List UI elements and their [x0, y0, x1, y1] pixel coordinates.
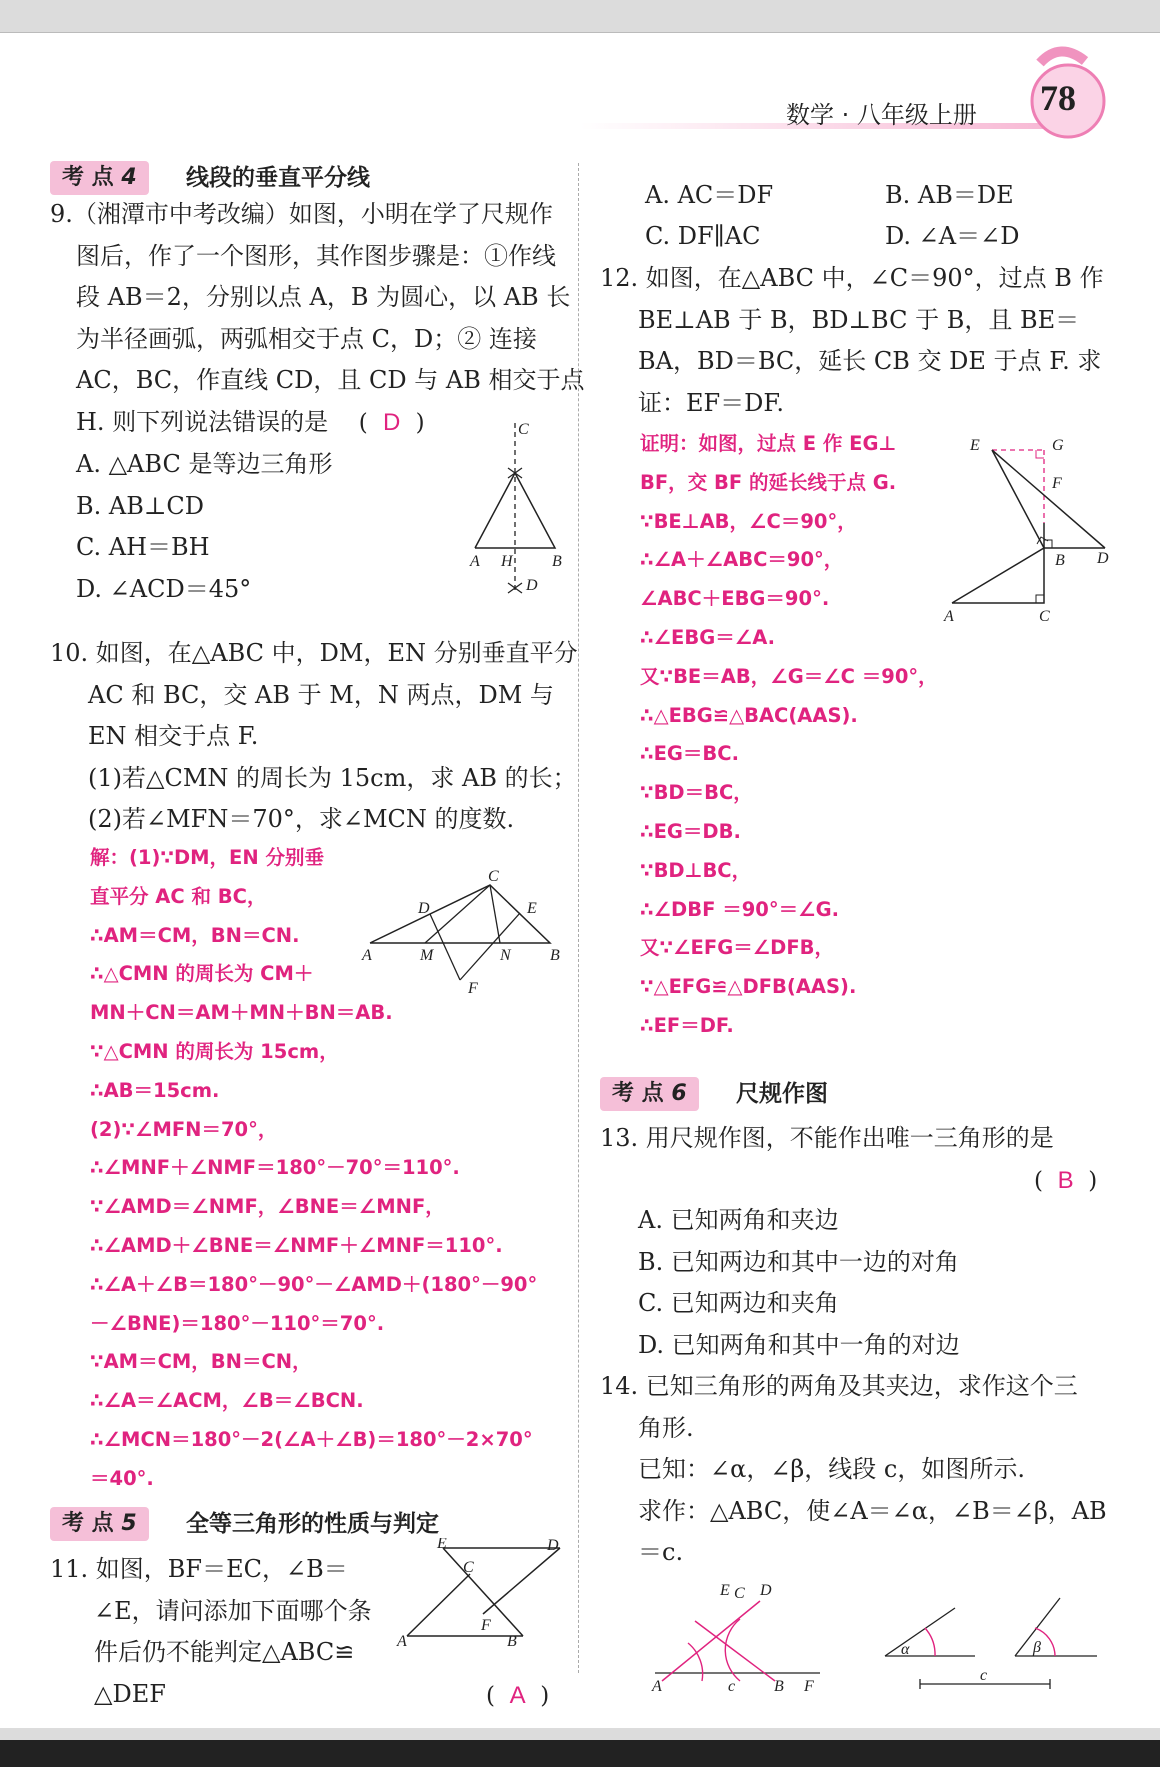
- solution-line: ∵△CMN 的周长为 15cm，: [90, 1039, 339, 1063]
- q14-label-c: c: [728, 1678, 736, 1695]
- q11-line: 11. 如图，BF＝EC，∠B＝: [50, 1555, 348, 1583]
- q12-line: 证：EF＝DF.: [638, 388, 784, 417]
- q11-label-B: B: [507, 1633, 517, 1648]
- bottom-bar: [0, 1740, 1160, 1767]
- q9-line: 9.（湘潭市中考改编）如图，小明在学了尺规作: [50, 200, 553, 228]
- section-5-title: 全等三角形的性质与判定: [186, 1511, 439, 1537]
- proof-line: ∴EG＝DB.: [640, 819, 741, 843]
- proof-line: 证明：如图，过点 E 作 EG⊥: [640, 432, 897, 455]
- header-decoration: [0, 33, 1160, 163]
- book-title: 数学 · 八年级上册: [786, 101, 977, 129]
- q13-option: B. 已知两边和其中一边的对角: [638, 1247, 959, 1276]
- question-14: [600, 1366, 1107, 1574]
- q10-label-C: C: [488, 868, 499, 885]
- q14-line: ＝c.: [638, 1538, 684, 1566]
- q12-label-A: A: [944, 608, 954, 625]
- solution-line: ∵∠AMD＝∠NMF，∠BNE＝∠MNF，: [90, 1195, 445, 1219]
- question-11: [50, 1549, 372, 1715]
- q14-line: 已知：∠α，∠β，线段 c，如图所示.: [638, 1455, 1025, 1483]
- q9-answer: D: [382, 408, 401, 436]
- q11-line: △DEF: [94, 1679, 166, 1708]
- q10-label-F: F: [468, 980, 478, 997]
- q10-line: AC 和 BC，交 AB 于 M，N 两点，DM 与: [88, 680, 554, 709]
- q11-label-F: F: [481, 1617, 491, 1634]
- q12-line: BE⊥AB 于 B，BD⊥BC 于 B，且 BE＝: [638, 305, 1080, 334]
- solution-line: 解：(1)∵DM，EN 分别垂: [90, 846, 324, 869]
- proof-line: ∵BD⊥BC，: [640, 858, 752, 882]
- proof-line: BF，交 BF 的延长线于点 G.: [640, 470, 897, 494]
- q14-label-A: A: [652, 1678, 662, 1695]
- solution-line: ∴△CMN 的周长为 CM＋: [90, 962, 314, 986]
- q12-line: BA，BD＝BC，延长 CB 交 DE 于点 F. 求: [638, 347, 1102, 375]
- textbook-page: [0, 32, 1160, 1728]
- q14-label-D: D: [760, 1582, 772, 1599]
- q9-label-D: D: [526, 577, 538, 594]
- column-divider: [578, 163, 579, 1673]
- q12-figure: [940, 438, 1115, 628]
- q14-label-F: F: [804, 1678, 814, 1695]
- q12-label-F: F: [1052, 475, 1062, 492]
- proof-line: ∵△EFG≌△DFB(AAS).: [640, 975, 857, 999]
- beta-label: β: [1033, 1639, 1041, 1656]
- section-4-badge: 考 点 4: [50, 161, 149, 195]
- q12-proof: [640, 425, 938, 1046]
- q12-label-C: C: [1039, 608, 1050, 625]
- q11-options-row-2: [645, 216, 1019, 258]
- q13-option: D. 已知两角和其中一角的对边: [638, 1330, 960, 1359]
- q14-label-C: C: [734, 1585, 745, 1602]
- q11-figure: [395, 1538, 565, 1648]
- q10-line: (2)若∠MFN＝70°，求∠MCN 的度数.: [88, 805, 515, 833]
- q14-construction-figure: [650, 1581, 830, 1696]
- q14-given-figure: [875, 1588, 1115, 1698]
- q10-line: 10. 如图，在△ABC 中，DM，EN 分别垂直平分: [50, 639, 578, 667]
- q9-line: AC，BC，作直线 CD，且 CD 与 AB 相交于点: [76, 366, 585, 394]
- q12-label-G: G: [1052, 438, 1064, 454]
- q11-label-E: E: [437, 1538, 447, 1552]
- solution-line: ∴∠MNF＋∠NMF＝180°－70°＝110°.: [90, 1156, 460, 1180]
- q9-option: C. AH＝BH: [76, 533, 210, 561]
- q11-options-row-1: [645, 175, 1014, 217]
- q11-option-B: B. AB＝DE: [885, 181, 1014, 209]
- q9-label-B: B: [552, 553, 562, 570]
- solution-line: －∠BNE)＝180°－110°＝70°.: [90, 1311, 385, 1335]
- q11-label-D: D: [547, 1538, 559, 1554]
- q14-line: 求作：△ABC，使∠A＝∠α，∠B＝∠β，AB: [638, 1496, 1107, 1525]
- q11-option-A: A. AC＝DF: [645, 181, 774, 209]
- q13-option: A. 已知两角和夹边: [638, 1206, 839, 1234]
- proof-line: ∴∠DBF ＝90°＝∠G.: [640, 897, 839, 921]
- q9-label-A: A: [470, 553, 480, 570]
- q9-line: 图后，作了一个图形，其作图步骤是：①作线: [76, 241, 556, 270]
- proof-line: ∵BE⊥AB，∠C＝90°，: [640, 509, 857, 533]
- q9-line: H. 则下列说法错误的是 ( D ): [76, 407, 425, 436]
- q9-line: 为半径画弧，两弧相交于点 C，D；② 连接: [76, 324, 537, 353]
- q11-answer-bracket: ( A ): [486, 1682, 550, 1709]
- q9-figure: [460, 418, 570, 603]
- q14-label-E: E: [720, 1582, 730, 1599]
- proof-line: ∴∠A＋∠ABC＝90°，: [640, 548, 844, 572]
- solution-line: ∴AB＝15cm.: [90, 1078, 220, 1102]
- q13-option: C. 已知两边和夹角: [638, 1289, 839, 1317]
- proof-line: ∴EG＝BC.: [640, 742, 739, 766]
- q9-line: 段 AB＝2，分别以点 A，B 为圆心，以 AB 长: [76, 283, 571, 311]
- proof-line: ∴∠EBG＝∠A.: [640, 625, 776, 649]
- q14-line: 14. 已知三角形的两角及其夹边，求作这个三: [600, 1372, 1078, 1400]
- alpha-label: α: [901, 1641, 910, 1658]
- q10-line: EN 相交于点 F.: [88, 722, 259, 750]
- q13-options: [638, 1200, 960, 1366]
- q10-label-D: D: [418, 900, 430, 917]
- q9-label-C: C: [518, 421, 529, 438]
- q11-option-C: C. DF∥AC: [645, 222, 761, 250]
- q10-label-B: B: [550, 947, 560, 964]
- question-10: [50, 633, 578, 841]
- q14-line: 角形.: [638, 1413, 694, 1442]
- solution-line: ∴AM＝CM，BN＝CN.: [90, 923, 300, 947]
- proof-line: 又∵∠EFG＝∠DFB，: [640, 936, 835, 960]
- q11-line: ∠E，请问添加下面哪个条: [94, 1596, 372, 1625]
- segment-c-label: c: [980, 1667, 988, 1684]
- q11-option-D: D. ∠A＝∠D: [885, 222, 1020, 250]
- q12-line: 12. 如图，在△ABC 中，∠C＝90°，过点 B 作: [600, 264, 1104, 292]
- q9-option: B. AB⊥CD: [76, 491, 205, 520]
- proof-line: ∴△EBG≌△BAC(AAS).: [640, 703, 858, 727]
- q11-label-A: A: [397, 1633, 407, 1648]
- solution-line: ∴∠A＝∠ACM，∠B＝∠BCN.: [90, 1389, 364, 1413]
- q13-answer-bracket: ( B ): [1034, 1167, 1098, 1194]
- q9-option: A. △ABC 是等边三角形: [76, 450, 333, 478]
- page-number: 78: [1040, 78, 1076, 118]
- proof-line: ∠ABC＋EBG＝90°.: [640, 587, 830, 611]
- solution-line: ∴∠MCN＝180°－2(∠A＋∠B)＝180°－2×70°: [90, 1427, 533, 1451]
- question-13: 13. 用尺规作图，不能作出唯一三角形的是: [600, 1124, 1054, 1152]
- q12-label-E: E: [970, 438, 980, 454]
- proof-line: ∴EF＝DF.: [640, 1013, 734, 1037]
- solution-line: MN＋CN＝AM＋MN＋BN＝AB.: [90, 1001, 393, 1025]
- section-6-badge: 考 点 6: [600, 1077, 699, 1111]
- q10-line: (1)若△CMN 的周长为 15cm，求 AB 的长；: [88, 763, 577, 792]
- q12-label-B: B: [1055, 552, 1065, 569]
- q13-answer: B: [1057, 1167, 1074, 1194]
- q14-label-B: B: [774, 1678, 784, 1695]
- q11-label-C: C: [463, 1559, 474, 1576]
- q9-option: D. ∠ACD＝45°: [76, 574, 252, 603]
- solution-line: ∵AM＝CM，BN＝CN，: [90, 1350, 312, 1374]
- proof-line: 又∵BE＝AB，∠G＝∠C ＝90°，: [640, 664, 938, 688]
- question-12: [600, 258, 1104, 424]
- q10-label-E: E: [527, 900, 537, 917]
- proof-line: ∵BD＝BC，: [640, 781, 753, 805]
- solution-line: 直平分 AC 和 BC，: [90, 884, 267, 908]
- q10-label-A: A: [362, 947, 372, 964]
- section-5-badge: 考 点 5: [50, 1507, 149, 1541]
- q10-figure: [360, 863, 565, 998]
- q10-label-M: M: [420, 947, 434, 964]
- q9-label-H: H: [501, 553, 513, 570]
- q11-answer: A: [509, 1682, 526, 1709]
- solution-line: ＝40°.: [90, 1466, 154, 1490]
- q11-line: 件后仍不能判定△ABC≌: [94, 1638, 355, 1666]
- q12-label-D: D: [1097, 550, 1109, 567]
- section-4-title: 线段的垂直平分线: [186, 165, 370, 191]
- solution-line: (2)∵∠MFN＝70°，: [90, 1117, 278, 1141]
- q10-label-N: N: [500, 947, 511, 964]
- solution-line: ∴∠A＋∠B＝180°－90°－∠AMD＋(180°－90°: [90, 1272, 538, 1296]
- section-6-title: 尺规作图: [736, 1081, 828, 1107]
- solution-line: ∴∠AMD＋∠BNE＝∠NMF＋∠MNF＝110°.: [90, 1233, 503, 1257]
